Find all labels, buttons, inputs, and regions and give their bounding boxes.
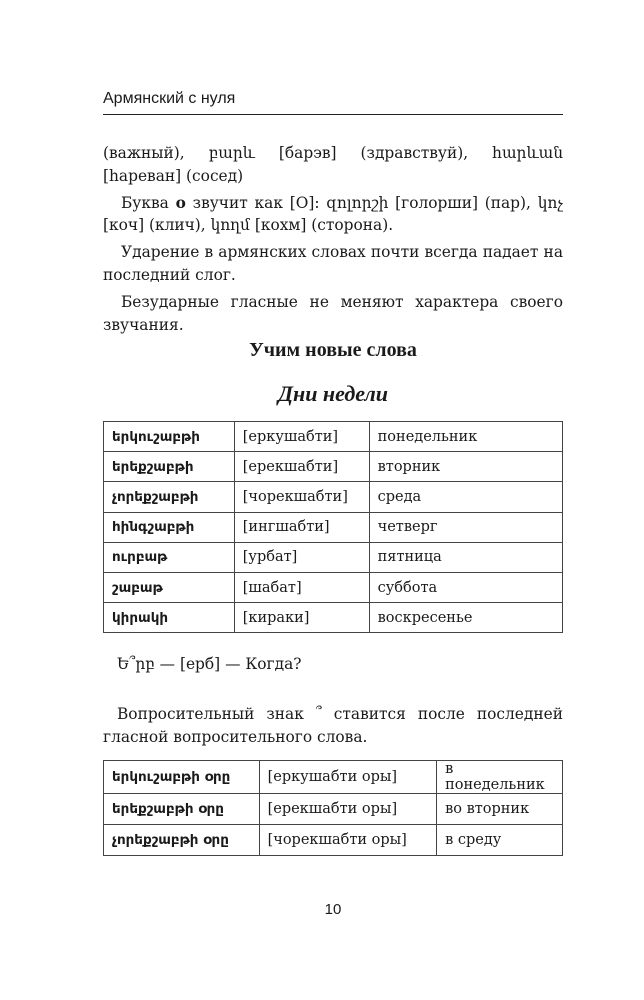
translation-cell: четверг xyxy=(369,512,562,542)
transcription-cell: [шабат] xyxy=(234,572,369,602)
section-title: Учим новые слова xyxy=(249,339,417,361)
armenian-word-cell: երկուշաբթի xyxy=(104,422,235,452)
translation-cell: в понедельник xyxy=(437,761,563,794)
armenian-word-cell: չորեքշաբթի xyxy=(104,482,235,512)
armenian-word-cell: երկուշաբթի օրը xyxy=(104,761,260,794)
paragraph-text: (важный), բարև [барэв] (здравствуй), հարևան [hареван] (сосед) xyxy=(103,144,563,185)
table-row xyxy=(104,512,563,542)
translation-cell: суббота xyxy=(369,572,562,602)
transcription-cell: [кираки] xyxy=(234,603,369,633)
armenian-word-cell: ուրբաթ xyxy=(104,542,235,572)
armenian-word-cell: շաբաթ xyxy=(104,572,235,602)
transcription-cell: [еркушабти] xyxy=(234,422,369,452)
phrases-table xyxy=(103,760,563,856)
paragraph-text: Ударение в армянских словах почти всегда падает на последний слог. xyxy=(103,243,563,284)
translation-cell: воскресенье xyxy=(369,603,562,633)
table-row xyxy=(104,603,563,633)
translation-cell: во вторник xyxy=(437,794,563,825)
table-row xyxy=(104,452,563,482)
table-row xyxy=(104,794,563,825)
transcription-cell: [еркушабти оры] xyxy=(259,761,436,794)
table-row xyxy=(104,761,563,794)
armenian-word-cell: չորեքշաբթի օրը xyxy=(104,825,260,856)
translation-cell: среда xyxy=(369,482,562,512)
translation-cell: вторник xyxy=(369,452,562,482)
table-row xyxy=(104,825,563,856)
header-rule xyxy=(103,114,563,115)
section-subtitle: Дни недели xyxy=(277,381,389,406)
armenian-word-cell: երեքշաբթի օրը xyxy=(104,794,260,825)
table-row xyxy=(104,542,563,572)
question-explanation xyxy=(103,703,563,749)
paragraph xyxy=(103,291,563,337)
table-row xyxy=(104,572,563,602)
running-header: Армянский с нуля xyxy=(103,90,236,107)
transcription-cell: [чорекшабти] xyxy=(234,482,369,512)
paragraph xyxy=(103,241,563,287)
days-of-week-table xyxy=(103,421,563,633)
paragraph: Вопросительный знак ՞ ставится после последней гласной вопросительного слова. xyxy=(103,705,563,746)
transcription-cell: [ерекшабти оры] xyxy=(259,794,436,825)
table-row xyxy=(104,482,563,512)
translation-cell: понедельник xyxy=(369,422,562,452)
transcription-cell: [ерекшабти] xyxy=(234,452,369,482)
body-text xyxy=(103,142,563,340)
transcription-cell: [урбат] xyxy=(234,542,369,572)
page-number: 10 xyxy=(324,901,342,918)
armenian-word-cell: հինգշաբթի xyxy=(104,512,235,542)
translation-cell: пятница xyxy=(369,542,562,572)
paragraph xyxy=(103,192,563,238)
transcription-cell: [чорекшабти оры] xyxy=(259,825,436,856)
armenian-word-cell: երեքշաբթի xyxy=(104,452,235,482)
paragraph-text: Буква о звучит как [О]: զոլորշի [голорши] (пар), կոչ [коч] (клич), կողմ [кохм] (сторона). xyxy=(103,193,563,235)
paragraph xyxy=(103,142,563,188)
armenian-word-cell: կիրակի xyxy=(104,603,235,633)
paragraph-text: Безударные гласные не меняют характера своего звучания. xyxy=(103,292,563,334)
question-line: Ե՞րբ — [ерб] — Когда? xyxy=(117,655,302,673)
translation-cell: в среду xyxy=(437,825,563,856)
table-row xyxy=(104,422,563,452)
transcription-cell: [ингшабти] xyxy=(234,512,369,542)
